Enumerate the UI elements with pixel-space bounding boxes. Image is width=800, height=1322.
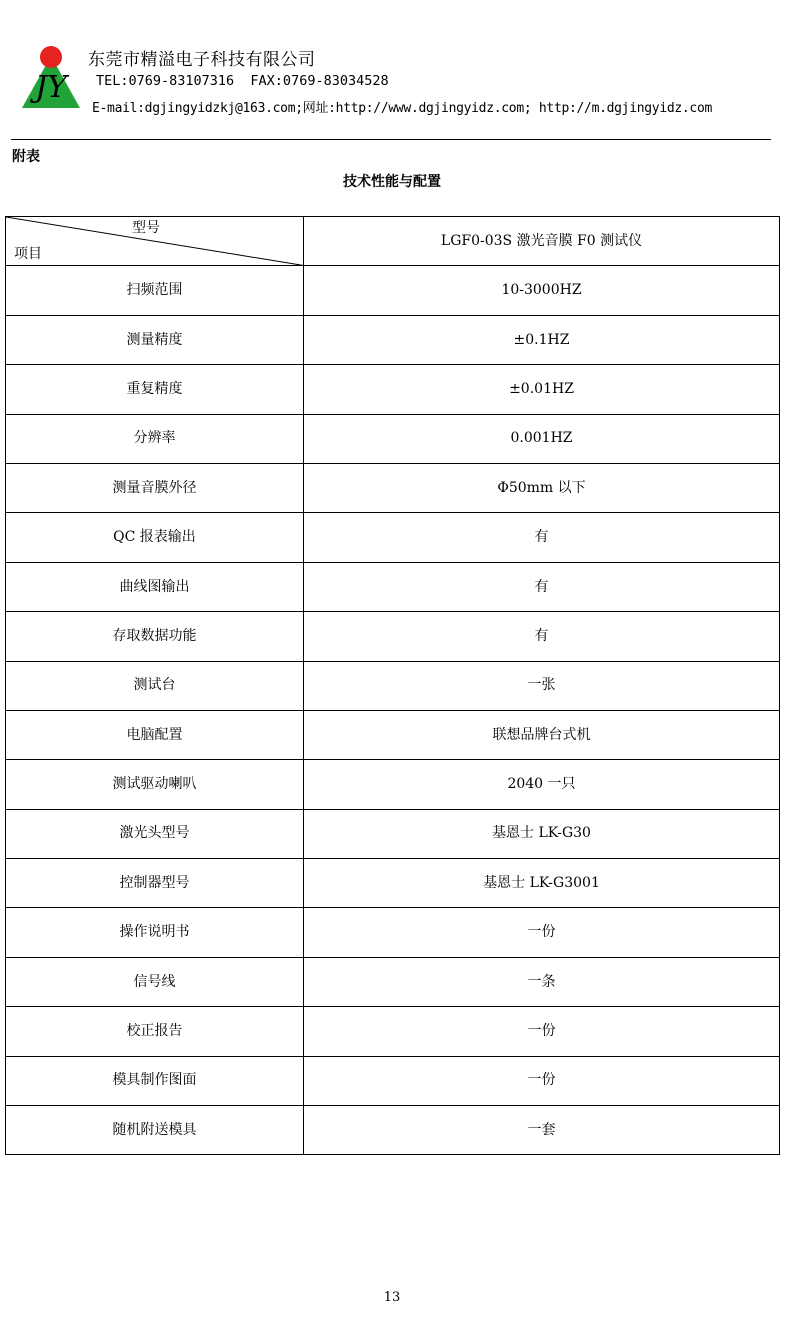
letterhead bbox=[0, 0, 800, 140]
model-name-cell: LGF0-03S 激光音膜 F0 测试仪 bbox=[304, 217, 780, 266]
page-number: 13 bbox=[383, 1290, 401, 1305]
table-title: 技术性能与配置 bbox=[343, 174, 441, 190]
value-cell: 有 bbox=[304, 513, 780, 562]
value-cell: 一张 bbox=[304, 661, 780, 710]
item-cell: 测量音膜外径 bbox=[6, 463, 304, 512]
logo-dot bbox=[40, 46, 62, 68]
item-cell: 测试驱动喇叭 bbox=[6, 760, 304, 809]
value-cell: 一份 bbox=[304, 908, 780, 957]
item-cell: 存取数据功能 bbox=[6, 612, 304, 661]
table-row bbox=[6, 612, 780, 661]
value-cell: 10-3000HZ bbox=[304, 266, 780, 315]
table-row bbox=[6, 562, 780, 611]
table-row bbox=[6, 1056, 780, 1105]
table-row bbox=[6, 266, 780, 315]
contact-line: TEL:0769-83107316 FAX:0769-83034528 bbox=[96, 73, 389, 89]
item-cell: 信号线 bbox=[6, 957, 304, 1006]
table-row bbox=[6, 859, 780, 908]
item-cell: 重复精度 bbox=[6, 365, 304, 414]
item-cell: 操作说明书 bbox=[6, 908, 304, 957]
value-cell: 基恩士 LK-G30 bbox=[304, 809, 780, 858]
value-cell: 2040 一只 bbox=[304, 760, 780, 809]
value-cell: 一份 bbox=[304, 1056, 780, 1105]
spec-table bbox=[5, 216, 780, 1155]
item-cell: 扫频范围 bbox=[6, 266, 304, 315]
header-divider bbox=[11, 139, 771, 140]
table-row bbox=[6, 463, 780, 512]
table-row bbox=[6, 365, 780, 414]
item-cell: 电脑配置 bbox=[6, 710, 304, 759]
diagonal-header-cell bbox=[6, 217, 304, 266]
email-website-line: E-mail:dgjingyidzkj@163.com;网址:http://www.dgjingyidz.com; http://m.dgjingyidz.com bbox=[92, 101, 713, 116]
value-cell: 0.001HZ bbox=[304, 414, 780, 463]
table-row bbox=[6, 661, 780, 710]
table-row bbox=[6, 760, 780, 809]
value-cell: 基恩士 LK-G3001 bbox=[304, 859, 780, 908]
item-cell: 测量精度 bbox=[6, 315, 304, 364]
item-cell: 激光头型号 bbox=[6, 809, 304, 858]
table-row bbox=[6, 1106, 780, 1155]
appendix-label: 附表 bbox=[12, 149, 40, 165]
value-cell: 有 bbox=[304, 612, 780, 661]
value-cell: 一条 bbox=[304, 957, 780, 1006]
table-row bbox=[6, 315, 780, 364]
item-cell: QC 报表输出 bbox=[6, 513, 304, 562]
value-cell: ±0.01HZ bbox=[304, 365, 780, 414]
item-cell: 分辨率 bbox=[6, 414, 304, 463]
table-header-row bbox=[6, 217, 780, 266]
table-row bbox=[6, 414, 780, 463]
logo-letters: JY bbox=[35, 70, 67, 105]
value-cell: ±0.1HZ bbox=[304, 315, 780, 364]
item-cell: 测试台 bbox=[6, 661, 304, 710]
company-logo bbox=[14, 40, 88, 112]
item-cell: 随机附送模具 bbox=[6, 1106, 304, 1155]
table-row bbox=[6, 908, 780, 957]
value-cell: 联想品牌台式机 bbox=[304, 710, 780, 759]
table-row bbox=[6, 957, 780, 1006]
item-header-label: 项目 bbox=[14, 246, 42, 262]
company-name: 东莞市精溢电子科技有限公司 bbox=[88, 50, 316, 70]
item-cell: 曲线图输出 bbox=[6, 562, 304, 611]
item-cell: 控制器型号 bbox=[6, 859, 304, 908]
table-row bbox=[6, 1007, 780, 1056]
value-cell: Φ50mm 以下 bbox=[304, 463, 780, 512]
table-row bbox=[6, 513, 780, 562]
value-cell: 有 bbox=[304, 562, 780, 611]
value-cell: 一份 bbox=[304, 1007, 780, 1056]
item-cell: 模具制作图面 bbox=[6, 1056, 304, 1105]
table-row bbox=[6, 710, 780, 759]
table-row bbox=[6, 809, 780, 858]
model-header-label: 型号 bbox=[132, 220, 160, 236]
item-cell: 校正报告 bbox=[6, 1007, 304, 1056]
value-cell: 一套 bbox=[304, 1106, 780, 1155]
